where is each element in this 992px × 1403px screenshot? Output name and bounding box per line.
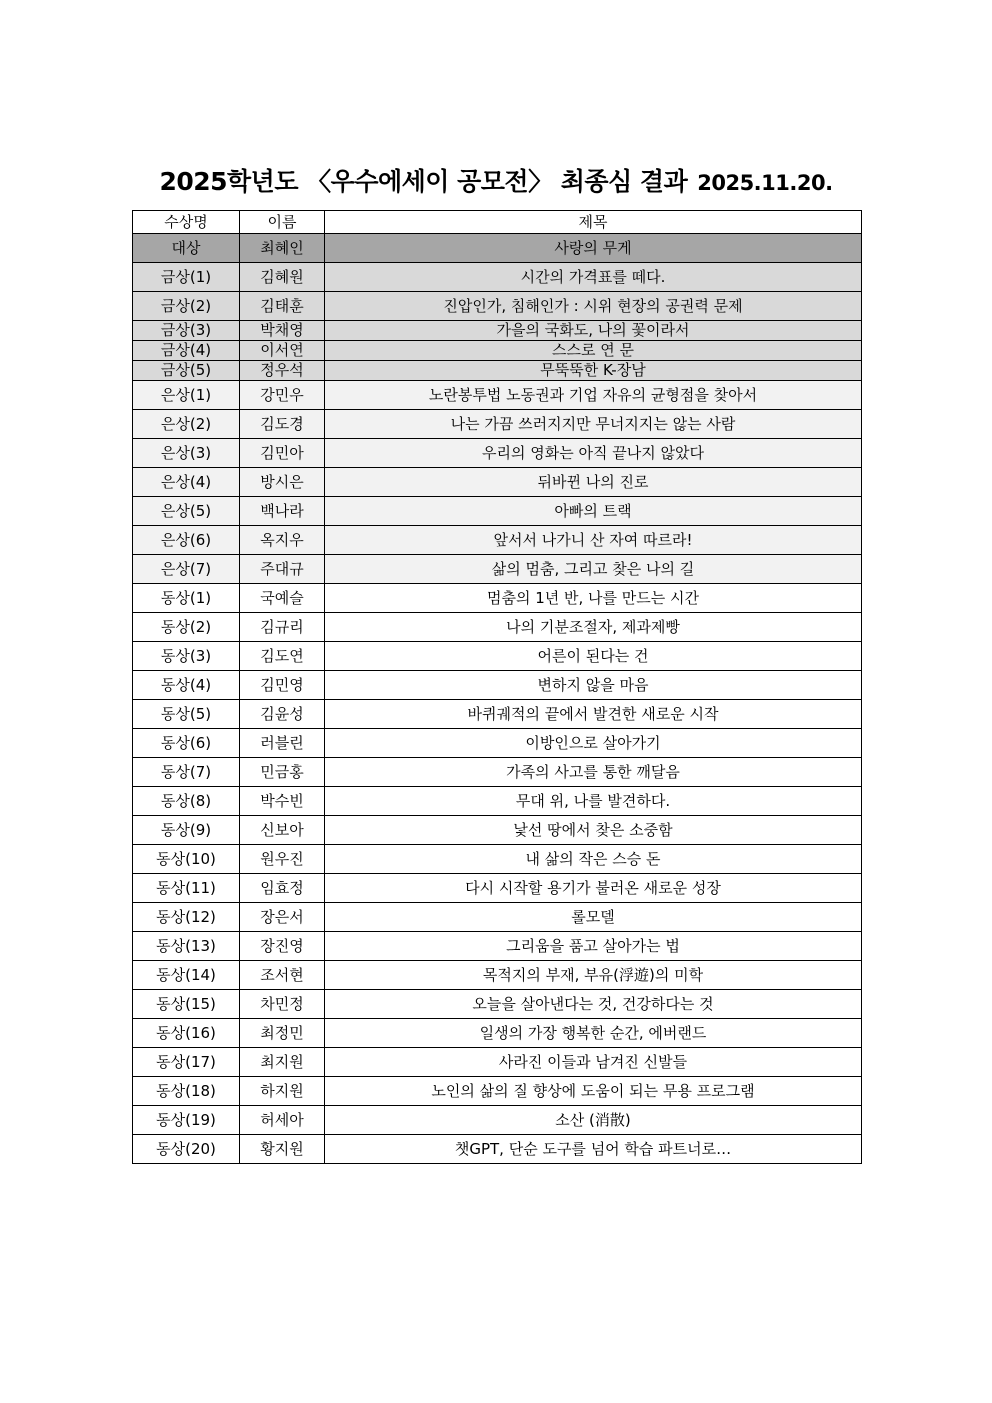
name-cell: 김도경 (240, 410, 325, 439)
title-cell: 무뚝뚝한 K-장남 (325, 361, 862, 381)
title-cell: 진압인가, 침해인가 : 시위 현장의 공권력 문제 (325, 292, 862, 321)
name-cell: 최정민 (240, 1019, 325, 1048)
document-title-line (0, 162, 992, 198)
name-cell: 김태훈 (240, 292, 325, 321)
results-table (132, 210, 862, 1164)
name-cell: 장은서 (240, 903, 325, 932)
title-cell: 바퀴궤적의 끝에서 발견한 새로운 시작 (325, 700, 862, 729)
name-cell: 임효정 (240, 874, 325, 903)
name-cell: 박채영 (240, 321, 325, 341)
name-cell: 신보아 (240, 816, 325, 845)
title-cell: 우리의 영화는 아직 끝나지 않았다 (325, 439, 862, 468)
table-row (133, 234, 862, 263)
table-row (133, 526, 862, 555)
award-cell: 은상(3) (133, 439, 240, 468)
title-cell: 스스로 연 문 (325, 341, 862, 361)
table-row (133, 961, 862, 990)
award-cell: 은상(6) (133, 526, 240, 555)
title-cell: 사라진 이들과 남겨진 신발들 (325, 1048, 862, 1077)
table-row (133, 1106, 862, 1135)
table-row (133, 1135, 862, 1164)
table-row (133, 932, 862, 961)
name-cell: 조서현 (240, 961, 325, 990)
title-cell: 나의 기분조절자, 제과제빵 (325, 613, 862, 642)
award-cell: 은상(4) (133, 468, 240, 497)
title-cell: 노인의 삶의 질 향상에 도움이 되는 무용 프로그램 (325, 1077, 862, 1106)
title-cell: 가족의 사고를 통한 깨달음 (325, 758, 862, 787)
table-row (133, 410, 862, 439)
table-row (133, 874, 862, 903)
name-cell: 정우석 (240, 361, 325, 381)
name-cell: 최지원 (240, 1048, 325, 1077)
award-cell: 동상(14) (133, 961, 240, 990)
award-cell: 은상(5) (133, 497, 240, 526)
table-row (133, 671, 862, 700)
title-cell: 소산 (消散) (325, 1106, 862, 1135)
award-cell: 금상(3) (133, 321, 240, 341)
award-cell: 동상(10) (133, 845, 240, 874)
title-cell: 어른이 된다는 건 (325, 642, 862, 671)
name-cell: 최혜인 (240, 234, 325, 263)
title-cell: 챗GPT, 단순 도구를 넘어 학습 파트너로… (325, 1135, 862, 1164)
award-cell: 동상(11) (133, 874, 240, 903)
award-cell: 동상(12) (133, 903, 240, 932)
table-row (133, 613, 862, 642)
title-cell: 낯선 땅에서 찾은 소중함 (325, 816, 862, 845)
title-cell: 아빠의 트랙 (325, 497, 862, 526)
title-cell: 그리움을 품고 살아가는 법 (325, 932, 862, 961)
title-cell: 삶의 멈춤, 그리고 찾은 나의 길 (325, 555, 862, 584)
name-cell: 황지원 (240, 1135, 325, 1164)
table-row (133, 903, 862, 932)
table-row (133, 1048, 862, 1077)
name-cell: 이서연 (240, 341, 325, 361)
name-cell: 허세아 (240, 1106, 325, 1135)
title-cell: 롤모델 (325, 903, 862, 932)
table-row (133, 381, 862, 410)
table-row (133, 1077, 862, 1106)
table-row (133, 787, 862, 816)
award-cell: 동상(6) (133, 729, 240, 758)
table-row (133, 263, 862, 292)
title-cell: 무대 위, 나를 발견하다. (325, 787, 862, 816)
table-row (133, 816, 862, 845)
name-cell: 백나라 (240, 497, 325, 526)
name-cell: 김도연 (240, 642, 325, 671)
title-cell: 목적지의 부재, 부유(浮遊)의 미학 (325, 961, 862, 990)
table-row (133, 555, 862, 584)
table-header-row (133, 211, 862, 234)
table-row (133, 729, 862, 758)
table-row (133, 990, 862, 1019)
award-cell: 금상(5) (133, 361, 240, 381)
table-row (133, 700, 862, 729)
table-row (133, 292, 862, 321)
table-row (133, 361, 862, 381)
title-cell: 앞서서 나가니 산 자여 따르라! (325, 526, 862, 555)
table-row (133, 439, 862, 468)
title-cell: 일생의 가장 행복한 순간, 에버랜드 (325, 1019, 862, 1048)
award-cell: 동상(18) (133, 1077, 240, 1106)
table-row (133, 468, 862, 497)
header-award: 수상명 (133, 211, 240, 234)
name-cell: 원우진 (240, 845, 325, 874)
header-name: 이름 (240, 211, 325, 234)
name-cell: 차민정 (240, 990, 325, 1019)
award-cell: 은상(1) (133, 381, 240, 410)
title-cell: 변하지 않을 마음 (325, 671, 862, 700)
award-cell: 동상(2) (133, 613, 240, 642)
header-title: 제목 (325, 211, 862, 234)
award-cell: 동상(5) (133, 700, 240, 729)
name-cell: 러블린 (240, 729, 325, 758)
name-cell: 민금홍 (240, 758, 325, 787)
document-date: 2025.11.20. (697, 171, 833, 195)
award-cell: 은상(7) (133, 555, 240, 584)
award-cell: 동상(9) (133, 816, 240, 845)
award-cell: 은상(2) (133, 410, 240, 439)
name-cell: 김혜원 (240, 263, 325, 292)
table-row (133, 1019, 862, 1048)
name-cell: 김규리 (240, 613, 325, 642)
name-cell: 김윤성 (240, 700, 325, 729)
title-cell: 뒤바뀐 나의 진로 (325, 468, 862, 497)
award-cell: 동상(4) (133, 671, 240, 700)
award-cell: 동상(20) (133, 1135, 240, 1164)
award-cell: 대상 (133, 234, 240, 263)
table-row (133, 845, 862, 874)
title-cell: 다시 시작할 용기가 불러온 새로운 성장 (325, 874, 862, 903)
award-cell: 금상(4) (133, 341, 240, 361)
title-cell: 노란봉투법 노동권과 기업 자유의 균형점을 찾아서 (325, 381, 862, 410)
name-cell: 국예슬 (240, 584, 325, 613)
title-cell: 이방인으로 살아가기 (325, 729, 862, 758)
name-cell: 김민아 (240, 439, 325, 468)
title-cell: 시간의 가격표를 떼다. (325, 263, 862, 292)
title-cell: 멈춤의 1년 반, 나를 만드는 시간 (325, 584, 862, 613)
name-cell: 옥지우 (240, 526, 325, 555)
name-cell: 장진영 (240, 932, 325, 961)
award-cell: 동상(15) (133, 990, 240, 1019)
document-title: 2025학년도 〈우수에세이 공모전〉 최종심 결과 (159, 167, 688, 196)
award-cell: 동상(19) (133, 1106, 240, 1135)
title-cell: 내 삶의 작은 스승 돈 (325, 845, 862, 874)
name-cell: 강민우 (240, 381, 325, 410)
title-cell: 오늘을 살아낸다는 것, 건강하다는 것 (325, 990, 862, 1019)
award-cell: 동상(13) (133, 932, 240, 961)
table-row (133, 642, 862, 671)
title-cell: 나는 가끔 쓰러지지만 무너지지는 않는 사람 (325, 410, 862, 439)
title-cell: 사랑의 무게 (325, 234, 862, 263)
award-cell: 금상(2) (133, 292, 240, 321)
table-row (133, 497, 862, 526)
name-cell: 방시은 (240, 468, 325, 497)
award-cell: 동상(17) (133, 1048, 240, 1077)
award-cell: 동상(16) (133, 1019, 240, 1048)
table-row (133, 341, 862, 361)
table-row (133, 584, 862, 613)
name-cell: 주대규 (240, 555, 325, 584)
award-cell: 동상(3) (133, 642, 240, 671)
award-cell: 동상(1) (133, 584, 240, 613)
award-cell: 동상(8) (133, 787, 240, 816)
award-cell: 금상(1) (133, 263, 240, 292)
name-cell: 박수빈 (240, 787, 325, 816)
table-row (133, 321, 862, 341)
name-cell: 하지원 (240, 1077, 325, 1106)
table-row (133, 758, 862, 787)
name-cell: 김민영 (240, 671, 325, 700)
award-cell: 동상(7) (133, 758, 240, 787)
title-cell: 가을의 국화도, 나의 꽃이라서 (325, 321, 862, 341)
